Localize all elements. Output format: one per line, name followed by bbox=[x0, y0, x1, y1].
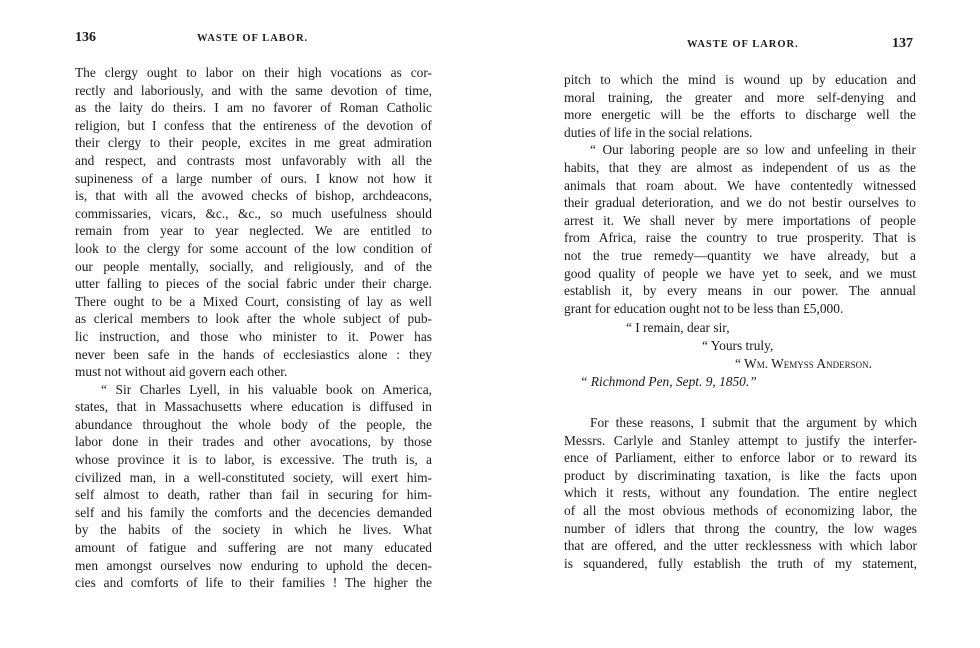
text-line: from Africa, raise the country to true prosperity. That is bbox=[564, 230, 916, 246]
text-line: commissaries, vicars, &c., &c., so much usefulness should bbox=[75, 205, 432, 221]
text-line: men amongst ourselves now enduring to uphold the decen- bbox=[75, 557, 432, 573]
text-line: moral training, the greater and more self-denying and bbox=[564, 89, 916, 105]
text-line: not the true remedy—quantity we have already, but a bbox=[564, 247, 916, 263]
text-line: grant for education ought not to be less than £5,000. bbox=[564, 300, 844, 316]
text-line: For these reasons, I submit that the argument by which bbox=[590, 415, 917, 430]
text-line: look to the clergy for some account of the low condition of bbox=[75, 240, 432, 256]
text-line: never been safe in the hands of ecclesiastics alone : they bbox=[75, 346, 432, 362]
text-line: remain from year to year neglected. We are entitled to bbox=[75, 223, 432, 239]
text-line: of all the most obvious methods of economizing labor, the bbox=[564, 502, 917, 518]
text-line: more energetic will be the efforts to discharge well the bbox=[564, 107, 916, 123]
right-page bbox=[490, 0, 980, 648]
left-page bbox=[0, 0, 470, 648]
text-line: supineness of a large number of ours. I know not how it bbox=[75, 170, 432, 186]
text-line: There ought to be a Mixed Court, consisting of lay as well bbox=[75, 293, 432, 309]
text-line: civilized man, in a well-constituted society, will exert him- bbox=[75, 469, 432, 485]
left-page-number: 136 bbox=[75, 30, 96, 45]
left-running-head: WASTE OF LABOR. bbox=[197, 33, 309, 44]
left-body-text bbox=[75, 64, 432, 592]
right-body-text bbox=[564, 71, 916, 317]
text-line: “ Sir Charles Lyell, in his valuable book on America, bbox=[101, 381, 432, 397]
text-line: ence of Parliament, either to enforce labor or to reward its bbox=[564, 450, 917, 466]
text-line: religion, but I confess that the entireness of the devotion of bbox=[75, 117, 432, 133]
text-line: product by discriminating taxation, is like the facts upon bbox=[564, 467, 917, 483]
text-line: whose province it is to labor, is excessive. The truth is, a bbox=[75, 452, 432, 468]
closing-remain: “ I remain, dear sir, bbox=[626, 320, 730, 335]
text-line: number of idlers that throng the country, the low wages bbox=[564, 520, 917, 536]
text-line: self almost to death, rather than fail in securing for him- bbox=[75, 487, 432, 503]
text-line: cies and comforts of life to their families ! The higher the bbox=[75, 575, 432, 591]
right-page-number: 137 bbox=[892, 36, 913, 51]
right-running-head: WASTE OF LAROR. bbox=[687, 39, 799, 50]
text-line: self and his family the comforts and the decencies demanded bbox=[75, 504, 432, 520]
text-line: establish it, by every means in our power. The annual bbox=[564, 283, 916, 299]
text-line: by the habits of the society in which he lives. What bbox=[75, 522, 432, 538]
text-line: their clergy to their people, excites in me great admiration bbox=[75, 135, 432, 151]
text-line: duties of life in the social relations. bbox=[564, 124, 753, 140]
text-line: as the laity do theirs. I am no favorer of Roman Catholic bbox=[75, 100, 432, 116]
text-line: abundance throughout the whole body of the people, the bbox=[75, 416, 432, 432]
text-line: good quality of people we have yet to seek, and we must bbox=[564, 265, 916, 281]
right-final-paragraph bbox=[564, 414, 917, 572]
text-line: and respect, and contrasts most unfavorably with all the bbox=[75, 152, 432, 168]
text-line: is squandered, fully establish the truth of my statement, bbox=[564, 555, 917, 571]
text-line: amount of fatigue and suffering are not many educated bbox=[75, 540, 432, 556]
text-line: as clerical members to look after the whole subject of pub- bbox=[75, 311, 432, 327]
text-line: animals that roam about. We have contentedly witnessed bbox=[564, 177, 916, 193]
text-line: The clergy ought to labor on their high vocations as cor- bbox=[75, 65, 432, 80]
text-line: arrest it. We shall never by mere importations of people bbox=[564, 212, 916, 228]
text-line: their gradual deterioration, and we do not bestir ourselves to bbox=[564, 195, 916, 211]
closing-signature: “ Wm. Wemyss Anderson. bbox=[735, 356, 872, 371]
text-line: which it rests, without any foundation. The entire neglect bbox=[564, 485, 917, 501]
text-line: pitch to which the mind is wound up by education and bbox=[564, 72, 916, 87]
text-line: states, that in Massachusetts where education is diffused in bbox=[75, 399, 432, 415]
text-line: utter falling to pieces of the social fabric under their charge. bbox=[75, 276, 432, 292]
text-line: that are offered, and the utter recklessness with which labor bbox=[564, 538, 917, 554]
text-line: is, that with all the avowed checks of bishop, archdeacons, bbox=[75, 188, 432, 204]
closing-yours-truly: “ Yours truly, bbox=[702, 338, 774, 353]
text-line: “ Our laboring people are so low and unfeeling in their bbox=[590, 142, 916, 158]
text-line: labor done in their trades and other avocations, by those bbox=[75, 434, 432, 450]
text-line: rectly and laboriously, and with the same devotion of time, bbox=[75, 82, 432, 98]
text-line: must not without aid govern each other. bbox=[75, 364, 288, 380]
closing-dateline: “ Richmond Pen, Sept. 9, 1850.” bbox=[580, 374, 757, 389]
text-line: habits, that they are almost as independent of us as the bbox=[564, 159, 916, 175]
text-line: lic instruction, and those who minister to it. Power has bbox=[75, 328, 432, 344]
text-line: our people mentally, socially, and religiously, and of the bbox=[75, 258, 432, 274]
text-line: Messrs. Carlyle and Stanley attempt to justify the interfer- bbox=[564, 432, 917, 448]
